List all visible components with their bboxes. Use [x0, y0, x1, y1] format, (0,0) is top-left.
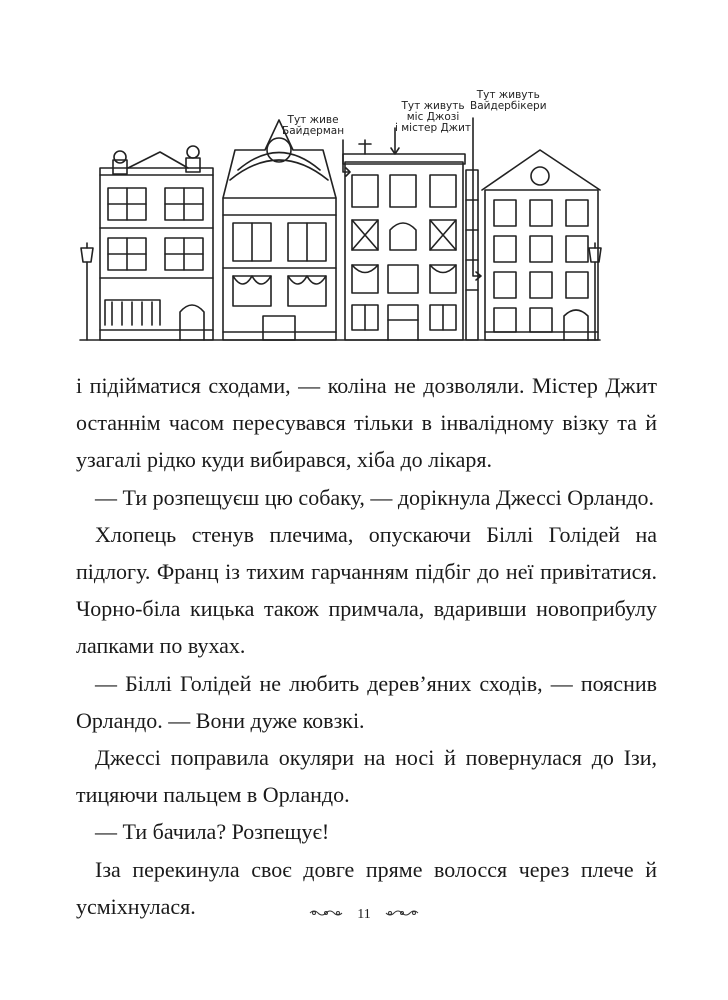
paragraph-4: — Біллі Голідей не любить дерев’яних сходів, — пояснив Орландо. — Вони дуже ковзкі. [76, 670, 657, 733]
paragraph-7: Іза перекинула своє довге пряме волосся через плече й усміхнулася. [76, 856, 657, 919]
page-number: 11 [357, 907, 371, 922]
paragraph-1: і підійматися сходами, — коліна не дозволяли. Містер Джит останнім часом пересувався тільки в інвалідному візку та й узагалі рідко куди вибирався, хіба до лікаря. [76, 373, 657, 473]
house-1 [100, 146, 213, 340]
ornament-left-icon [308, 907, 344, 923]
paragraph-3: Хлопець стенув плечима, опускаючи Біллі Голідей на підлогу. Франц із тихим гарчанням підбіг до неї привітатися. Чорно-біла кицька також примчала, вдаривши новоприбулу лапками по вухах. [76, 521, 657, 659]
house-3 [343, 140, 478, 340]
body-text [76, 367, 657, 925]
paragraph-6: — Ти бачила? Розпещує! [95, 819, 330, 845]
page-footer [0, 907, 728, 923]
caption-miss-josie-mr-jeet: Тут живуть міс Джозі і містер Джит [395, 100, 472, 134]
caption-baiderman: Тут живе Байдерман [282, 114, 345, 137]
caption-arrows [343, 118, 481, 280]
paragraph-2: — Ти розпещуєш цю собаку, — дорікнула Джессі Орландо. [95, 484, 655, 510]
ornament-right-icon [384, 907, 420, 923]
townhouses-illustration [60, 80, 670, 345]
house-2 [223, 120, 336, 340]
caption-vanderbeekers: Тут живуть Вайдербікери [470, 89, 547, 112]
lamp-post-right [589, 243, 601, 340]
lamp-post-left [81, 243, 93, 340]
paragraph-5: Джессі поправила окуляри на носі й повернулася до Ізи, тицяючи пальцем в Орландо. [76, 745, 657, 808]
house-4 [482, 150, 600, 340]
